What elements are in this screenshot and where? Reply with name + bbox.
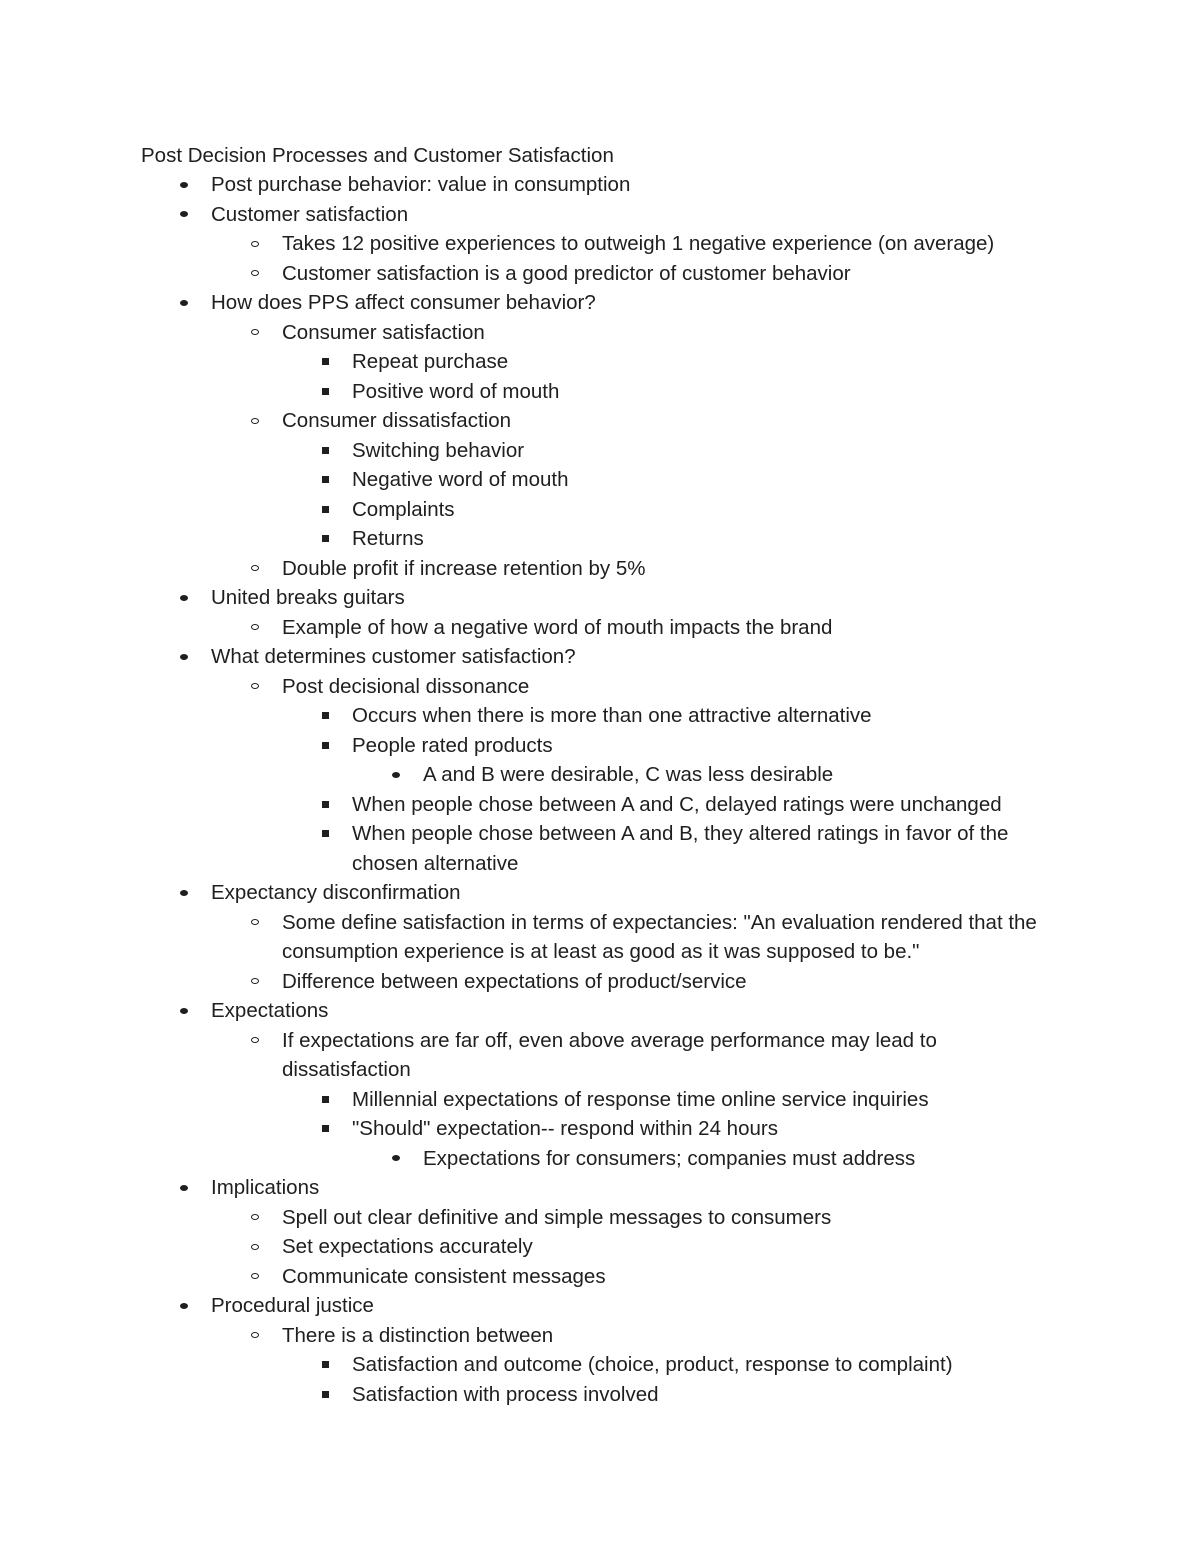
list-item-level-2	[0, 406, 1060, 436]
list-item-text: Switching behavior	[352, 438, 525, 462]
list-item-level-3	[0, 1114, 1060, 1144]
bullet-shape	[180, 654, 188, 660]
bullet-shape	[251, 270, 259, 276]
list-item-level-3	[0, 377, 1060, 407]
square-bullet-icon	[318, 731, 332, 761]
list-item-text: Some define satisfaction in terms of expectancies: "An evaluation rendered that the consumption experience is at least as good as it was supposed to be."	[282, 910, 1037, 963]
list-item-text: Millennial expectations of response time online service inquiries	[352, 1087, 929, 1111]
list-item-level-1	[0, 583, 1060, 613]
hollow-circle-bullet-icon	[248, 1026, 262, 1056]
list-item-text: Customer satisfaction is a good predictor of customer behavior	[282, 261, 851, 285]
list-item-level-1	[0, 1173, 1060, 1203]
bullet-shape	[251, 1214, 259, 1220]
bullet-shape	[251, 1244, 259, 1250]
document-title: Post Decision Processes and Customer Satisfaction	[141, 144, 614, 167]
bullet-shape	[251, 418, 259, 424]
bullet-shape	[251, 565, 259, 571]
bullet-shape	[251, 919, 259, 925]
bullet-shape	[392, 1155, 400, 1161]
filled-circle-bullet-icon	[177, 288, 191, 318]
list-item-level-1	[0, 170, 1060, 200]
list-item-text: Implications	[211, 1176, 320, 1199]
list-item-text: Set expectations accurately	[282, 1235, 533, 1258]
square-bullet-icon	[318, 377, 332, 407]
list-item-text: Complaints	[352, 497, 455, 521]
list-item-text: Expectations for consumers; companies must address	[423, 1146, 916, 1170]
bullet-shape	[322, 801, 329, 808]
list-item-level-2	[0, 259, 1060, 289]
list-item-text: Procedural justice	[211, 1294, 374, 1317]
list-item-text: How does PPS affect consumer behavior?	[211, 291, 596, 314]
bullet-shape	[180, 1185, 188, 1191]
list-item-level-2	[0, 1321, 1060, 1351]
filled-circle-bullet-icon	[177, 1291, 191, 1321]
bullet-shape	[251, 683, 259, 689]
list-item-level-3	[0, 347, 1060, 377]
list-item-text: What determines customer satisfaction?	[211, 645, 576, 668]
list-item-text: Customer satisfaction	[211, 202, 409, 226]
list-item-text: Repeat purchase	[352, 350, 509, 373]
list-item-text: "Should" expectation-- respond within 24 hours	[352, 1117, 778, 1140]
list-item-level-2	[0, 1232, 1060, 1262]
bullet-shape	[392, 772, 400, 778]
hollow-circle-bullet-icon	[248, 259, 262, 289]
list-item-level-3	[0, 819, 1060, 878]
list-item-level-2	[0, 318, 1060, 348]
bullet-shape	[251, 329, 259, 335]
list-item-level-1	[0, 642, 1060, 672]
list-item-text: Returns	[352, 527, 424, 550]
bullet-shape	[180, 211, 188, 217]
filled-circle-bullet-icon	[177, 170, 191, 200]
hollow-circle-bullet-icon	[248, 318, 262, 348]
filled-circle-bullet-icon	[389, 1144, 403, 1174]
filled-circle-bullet-icon	[177, 583, 191, 613]
bullet-shape	[322, 1361, 329, 1368]
list-item-text: Spell out clear definitive and simple messages to consumers	[282, 1205, 832, 1229]
list-item-level-2	[0, 672, 1060, 702]
list-item-level-2	[0, 1203, 1060, 1233]
hollow-circle-bullet-icon	[248, 1321, 262, 1351]
square-bullet-icon	[318, 701, 332, 731]
list-item-text: When people chose between A and C, delayed ratings were unchanged	[352, 792, 1002, 816]
filled-circle-bullet-icon	[389, 760, 403, 790]
bullet-shape	[322, 1125, 329, 1132]
bullet-shape	[251, 1273, 259, 1279]
list-item-level-3	[0, 701, 1060, 731]
list-item-level-4	[0, 760, 1060, 790]
filled-circle-bullet-icon	[177, 642, 191, 672]
hollow-circle-bullet-icon	[248, 1232, 262, 1262]
list-item-level-2	[0, 613, 1060, 643]
list-item-level-3	[0, 1380, 1060, 1410]
bullet-shape	[322, 476, 329, 483]
bullet-shape	[322, 535, 329, 542]
square-bullet-icon	[318, 1114, 332, 1144]
bullet-shape	[180, 182, 188, 188]
list-item-level-3	[0, 790, 1060, 820]
list-item-text: Double profit if increase retention by 5%	[282, 556, 646, 580]
bullet-shape	[322, 1096, 329, 1103]
bullet-shape	[322, 712, 329, 719]
list-item-text: Occurs when there is more than one attractive alternative	[352, 704, 872, 727]
hollow-circle-bullet-icon	[248, 613, 262, 643]
hollow-circle-bullet-icon	[248, 967, 262, 997]
list-item-level-3	[0, 1350, 1060, 1380]
list-item-level-2	[0, 1262, 1060, 1292]
bullet-shape	[322, 830, 329, 837]
list-item-level-3	[0, 1085, 1060, 1115]
bullet-shape	[180, 1008, 188, 1014]
bullet-shape	[322, 447, 329, 454]
list-item-text: Satisfaction and outcome (choice, product, response to complaint)	[352, 1353, 953, 1376]
list-item-level-3	[0, 731, 1060, 761]
hollow-circle-bullet-icon	[248, 672, 262, 702]
list-item-text: Consumer satisfaction	[282, 320, 485, 344]
filled-circle-bullet-icon	[177, 1173, 191, 1203]
list-item-level-2	[0, 229, 1060, 259]
hollow-circle-bullet-icon	[248, 554, 262, 584]
square-bullet-icon	[318, 1085, 332, 1115]
list-item-level-1	[0, 1291, 1060, 1321]
bullet-shape	[180, 1303, 188, 1309]
list-item-level-1	[0, 200, 1060, 230]
list-item-text: If expectations are far off, even above average performance may lead to dissatisfaction	[282, 1028, 937, 1081]
list-item-text: Satisfaction with process involved	[352, 1382, 659, 1406]
bullet-outline	[0, 170, 1200, 1409]
bullet-shape	[180, 890, 188, 896]
square-bullet-icon	[318, 790, 332, 820]
square-bullet-icon	[318, 436, 332, 466]
list-item-level-2	[0, 554, 1060, 584]
list-item-text: Difference between expectations of product/service	[282, 969, 747, 993]
bullet-shape	[322, 1391, 329, 1398]
square-bullet-icon	[318, 1350, 332, 1380]
list-item-level-3	[0, 524, 1060, 554]
list-item-text: United breaks guitars	[211, 586, 405, 609]
list-item-level-2	[0, 1026, 1060, 1085]
bullet-shape	[322, 742, 329, 749]
list-item-level-2	[0, 967, 1060, 997]
hollow-circle-bullet-icon	[248, 1262, 262, 1292]
list-item-text: Expectations	[211, 999, 329, 1022]
hollow-circle-bullet-icon	[248, 1203, 262, 1233]
list-item-text: Negative word of mouth	[352, 468, 569, 491]
list-item-level-4	[0, 1144, 1060, 1174]
list-item-text: Post decisional dissonance	[282, 674, 530, 698]
list-item-level-1	[0, 878, 1060, 908]
filled-circle-bullet-icon	[177, 878, 191, 908]
list-item-text: Takes 12 positive experiences to outweigh 1 negative experience (on average)	[282, 232, 995, 255]
list-item-level-1	[0, 996, 1060, 1026]
list-item-level-3	[0, 495, 1060, 525]
list-item-text: There is a distinction between	[282, 1323, 554, 1347]
bullet-shape	[251, 1037, 259, 1043]
hollow-circle-bullet-icon	[248, 229, 262, 259]
square-bullet-icon	[318, 465, 332, 495]
bullet-shape	[322, 358, 329, 365]
list-item-level-3	[0, 465, 1060, 495]
square-bullet-icon	[318, 819, 332, 849]
list-item-text: Expectancy disconfirmation	[211, 881, 461, 904]
bullet-shape	[322, 388, 329, 395]
square-bullet-icon	[318, 524, 332, 554]
list-item-text: Communicate consistent messages	[282, 1264, 606, 1288]
list-item-text: Positive word of mouth	[352, 379, 560, 403]
hollow-circle-bullet-icon	[248, 908, 262, 938]
list-item-text: When people chose between A and B, they altered ratings in favor of the chosen alternative	[352, 822, 1009, 875]
list-item-text: Post purchase behavior: value in consumption	[211, 173, 631, 196]
bullet-shape	[251, 1332, 259, 1338]
bullet-shape	[322, 506, 329, 513]
bullet-shape	[251, 978, 259, 984]
list-item-text: People rated products	[352, 733, 553, 757]
filled-circle-bullet-icon	[177, 200, 191, 230]
list-item-level-1	[0, 288, 1060, 318]
list-item-text: A and B were desirable, C was less desirable	[423, 763, 834, 786]
square-bullet-icon	[318, 347, 332, 377]
bullet-shape	[180, 300, 188, 306]
bullet-shape	[180, 595, 188, 601]
square-bullet-icon	[318, 1380, 332, 1410]
bullet-shape	[251, 624, 259, 630]
square-bullet-icon	[318, 495, 332, 525]
bullet-shape	[251, 241, 259, 247]
list-item-text: Consumer dissatisfaction	[282, 409, 512, 432]
list-item-level-3	[0, 436, 1060, 466]
list-item-text: Example of how a negative word of mouth impacts the brand	[282, 615, 833, 639]
list-item-level-2	[0, 908, 1060, 967]
filled-circle-bullet-icon	[177, 996, 191, 1026]
hollow-circle-bullet-icon	[248, 406, 262, 436]
